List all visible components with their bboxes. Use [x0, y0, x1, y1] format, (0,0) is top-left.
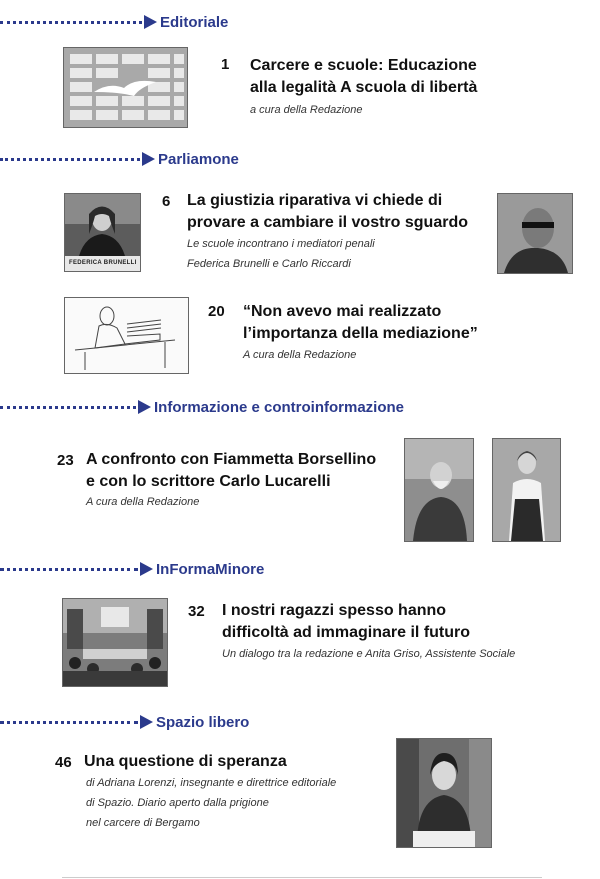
- section-title: Informazione e controinformazione: [154, 398, 405, 416]
- photo-classroom: [62, 598, 168, 687]
- dotted-line: [0, 721, 138, 724]
- article-byline: a cura della Redazione: [250, 104, 363, 116]
- section-title: Editoriale: [160, 13, 229, 31]
- portrait-image-icon: [397, 739, 491, 847]
- article-number: 23: [57, 452, 74, 469]
- sketch-image-icon: [65, 298, 188, 373]
- article-title-line2: provare a cambiare il vostro sguardo: [187, 214, 468, 231]
- article-byline: di Adriana Lorenzi, insegnante e direttrice editoriale: [86, 777, 337, 789]
- article-number: 6: [162, 193, 171, 210]
- photo-fiammetta-borsellino: [492, 438, 561, 542]
- article-title-line1: A confronto con Fiammetta Borsellino: [86, 451, 377, 468]
- article-byline: A cura della Redazione: [86, 496, 200, 508]
- photo-federica-brunelli: [64, 193, 141, 272]
- article-image-editoriale: [63, 47, 188, 128]
- article-number: 20: [208, 303, 225, 320]
- article-title-line1: “Non avevo mai realizzato: [243, 303, 442, 320]
- section-header-spazio-libero: [0, 713, 249, 731]
- photo-carlo-lucarelli: [404, 438, 474, 542]
- dotted-line: [0, 568, 138, 571]
- illustration-reading: [64, 297, 189, 374]
- article-title-line1: I nostri ragazzi spesso hanno: [222, 602, 447, 619]
- section-header-parliamone: [0, 150, 239, 168]
- article-title-line2: e con lo scrittore Carlo Lucarelli: [86, 473, 331, 490]
- photo-carlo-riccardi: [497, 193, 573, 274]
- article-byline: Le scuole incontrano i mediatori penali: [187, 238, 375, 250]
- section-title: Spazio libero: [156, 713, 250, 731]
- section-title: InFormaMinore: [156, 560, 265, 578]
- bottom-rule: [62, 877, 542, 878]
- portrait-image-icon: [493, 439, 560, 541]
- portrait-image-icon: [405, 439, 473, 541]
- article-title-line1: Una questione di speranza: [84, 753, 287, 770]
- classroom-image-icon: [63, 599, 167, 686]
- article-title-line2: l’importanza della mediazione”: [243, 325, 478, 342]
- dotted-line: [0, 406, 136, 409]
- grid-image-icon: [64, 48, 187, 127]
- dotted-arrow-icon: [138, 400, 151, 414]
- portrait-image-icon: [498, 194, 572, 273]
- section-header-informaminore: [0, 560, 264, 578]
- article-title-line1: Carcere e scuole: Educazione: [250, 57, 477, 74]
- article-number: 1: [221, 56, 230, 73]
- section-header-editoriale: [0, 13, 228, 31]
- dotted-arrow-icon: [140, 562, 153, 576]
- dotted-line: [0, 21, 142, 24]
- dotted-line: [0, 158, 140, 161]
- article-authors: Federica Brunelli e Carlo Riccardi: [187, 258, 351, 270]
- photo-adriana-lorenzi: [396, 738, 492, 848]
- article-number: 32: [188, 603, 205, 620]
- section-header-informazione: [0, 398, 404, 416]
- article-title-line2: difficoltà ad immaginare il futuro: [222, 624, 471, 641]
- article-byline: Un dialogo tra la redazione e Anita Griso, Assistente Sociale: [222, 648, 516, 660]
- article-byline: A cura della Redazione: [243, 349, 357, 361]
- article-byline-line3: nel carcere di Bergamo: [86, 817, 200, 829]
- photo-caption: FEDERICA BRUNELLI: [69, 260, 137, 266]
- article-title-line2: alla legalità A scuola di libertà: [250, 79, 478, 96]
- article-byline-line2: di Spazio. Diario aperto dalla prigione: [86, 797, 269, 809]
- article-number: 46: [55, 754, 72, 771]
- dotted-arrow-icon: [144, 15, 157, 29]
- section-title: Parliamone: [158, 150, 239, 168]
- article-title-line1: La giustizia riparativa vi chiede di: [187, 192, 443, 209]
- dotted-arrow-icon: [142, 152, 155, 166]
- dotted-arrow-icon: [140, 715, 153, 729]
